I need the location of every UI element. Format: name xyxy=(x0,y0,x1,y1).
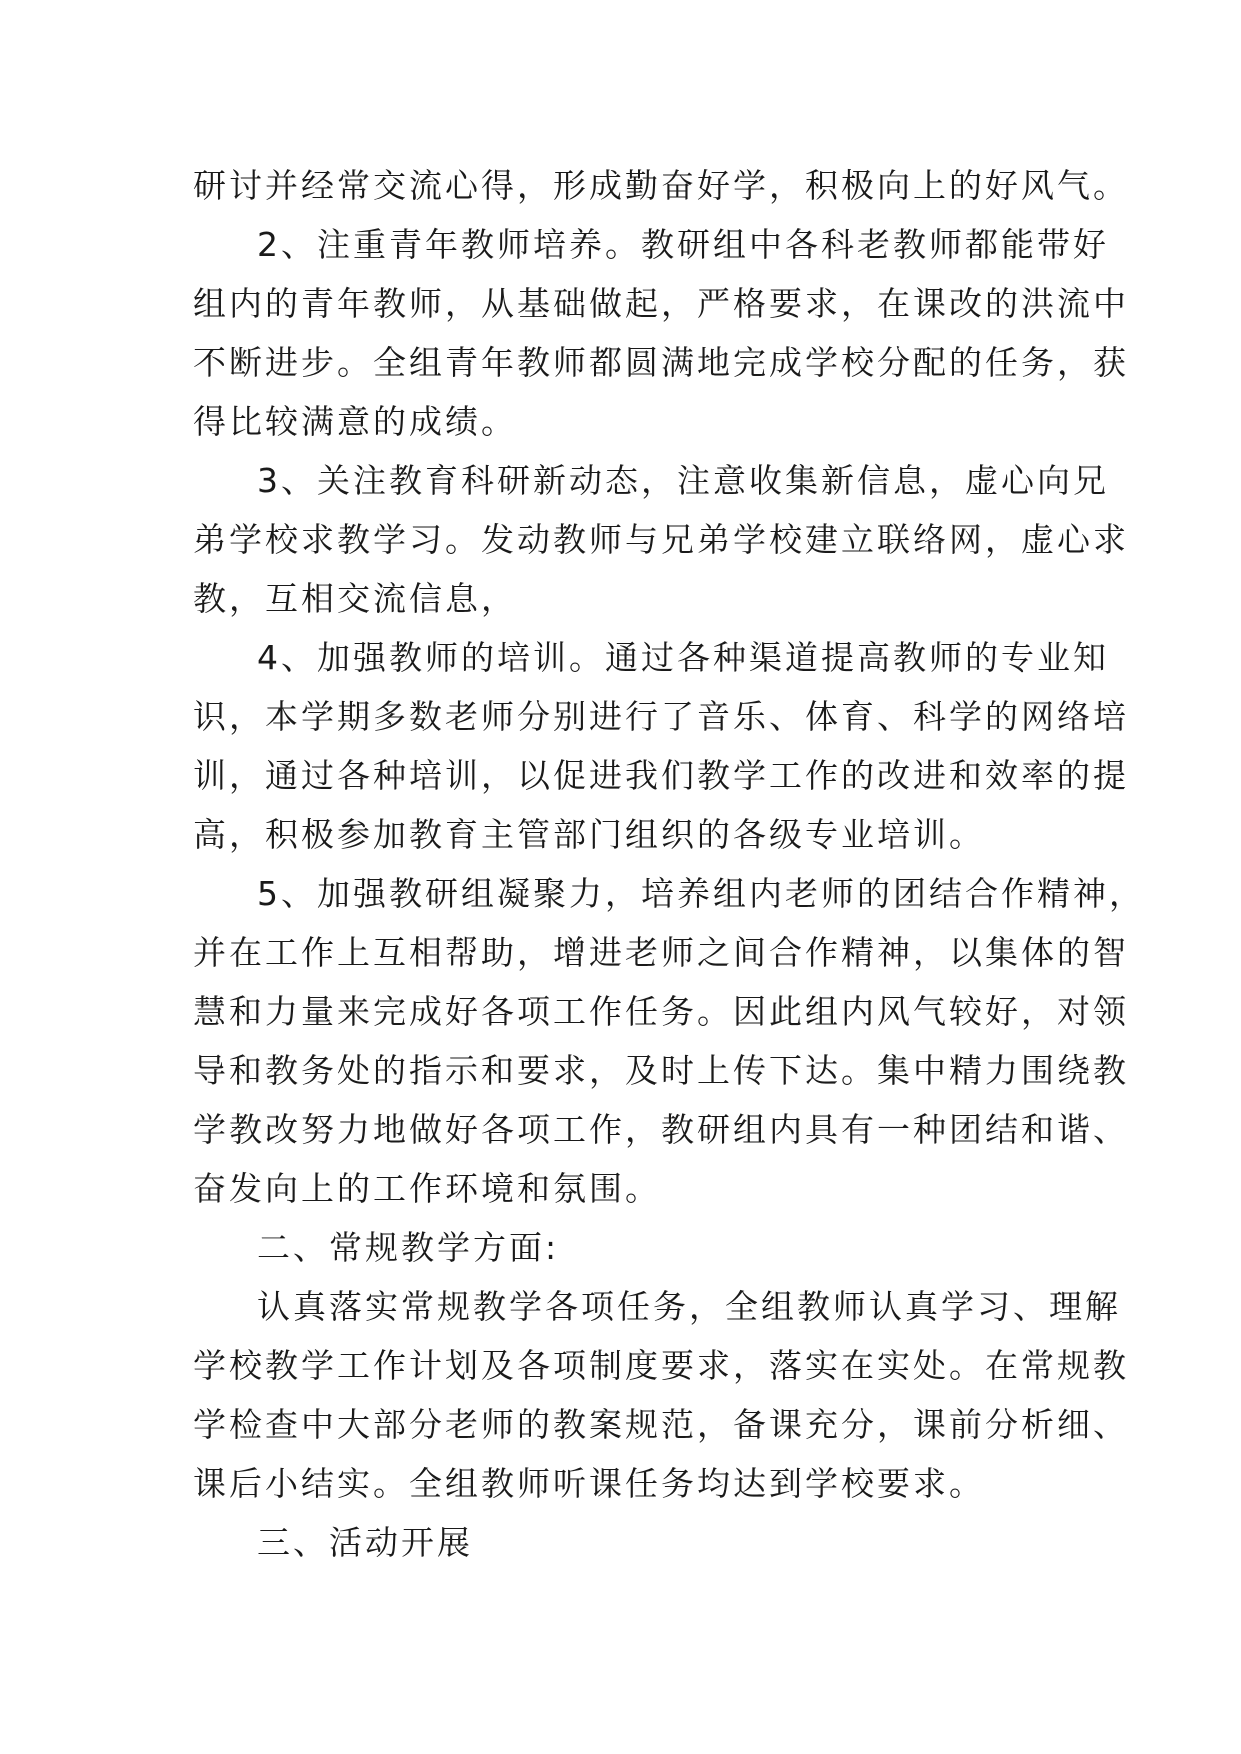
text-line: 训，通过各种培训，以促进我们教学工作的改进和效率的提 xyxy=(193,756,1129,795)
text-line: 奋发向上的工作环境和氛围。 xyxy=(193,1169,661,1208)
section-heading: 二、常规教学方面: xyxy=(257,1228,560,1267)
text-line: 弟学校求教学习。发动教师与兄弟学校建立联络网，虚心求 xyxy=(193,520,1129,559)
text-line: 识，本学期多数老师分别进行了音乐、体育、科学的网络培 xyxy=(193,697,1129,736)
text-line: 2、注重青年教师培养。教研组中各科老教师都能带好 xyxy=(257,225,1109,264)
text-line: 并在工作上互相帮助，增进老师之间合作精神，以集体的智 xyxy=(193,933,1129,972)
text-line: 慧和力量来完成好各项工作任务。因此组内风气较好，对领 xyxy=(193,992,1129,1031)
text-line: 教，互相交流信息， xyxy=(193,579,517,618)
text-line: 不断进步。全组青年教师都圆满地完成学校分配的任务，获 xyxy=(193,343,1129,382)
text-line: 高，积极参加教育主管部门组织的各级专业培训。 xyxy=(193,815,985,854)
text-line: 4、加强教师的培训。通过各种渠道提高教师的专业知 xyxy=(257,638,1109,677)
text-line: 得比较满意的成绩。 xyxy=(193,402,517,441)
text-line: 学校教学工作计划及各项制度要求，落实在实处。在常规教 xyxy=(193,1346,1129,1385)
text-line: 5、加强教研组凝聚力，培养组内老师的团结合作精神， xyxy=(257,874,1145,913)
text-line: 课后小结实。全组教师听课任务均达到学校要求。 xyxy=(193,1464,985,1503)
text-line: 学检查中大部分老师的教案规范，备课充分，课前分析细、 xyxy=(193,1405,1129,1444)
text-line: 学教改努力地做好各项工作，教研组内具有一种团结和谐、 xyxy=(193,1110,1129,1149)
text-line: 研讨并经常交流心得，形成勤奋好学，积极向上的好风气。 xyxy=(193,166,1129,205)
text-line: 导和教务处的指示和要求，及时上传下达。集中精力围绕教 xyxy=(193,1051,1129,1090)
section-heading: 三、活动开展 xyxy=(257,1523,473,1562)
text-line: 3、关注教育科研新动态，注意收集新信息，虚心向兄 xyxy=(257,461,1109,500)
text-line: 认真落实常规教学各项任务，全组教师认真学习、理解 xyxy=(257,1287,1121,1326)
text-line: 组内的青年教师，从基础做起，严格要求，在课改的洪流中 xyxy=(193,284,1129,323)
